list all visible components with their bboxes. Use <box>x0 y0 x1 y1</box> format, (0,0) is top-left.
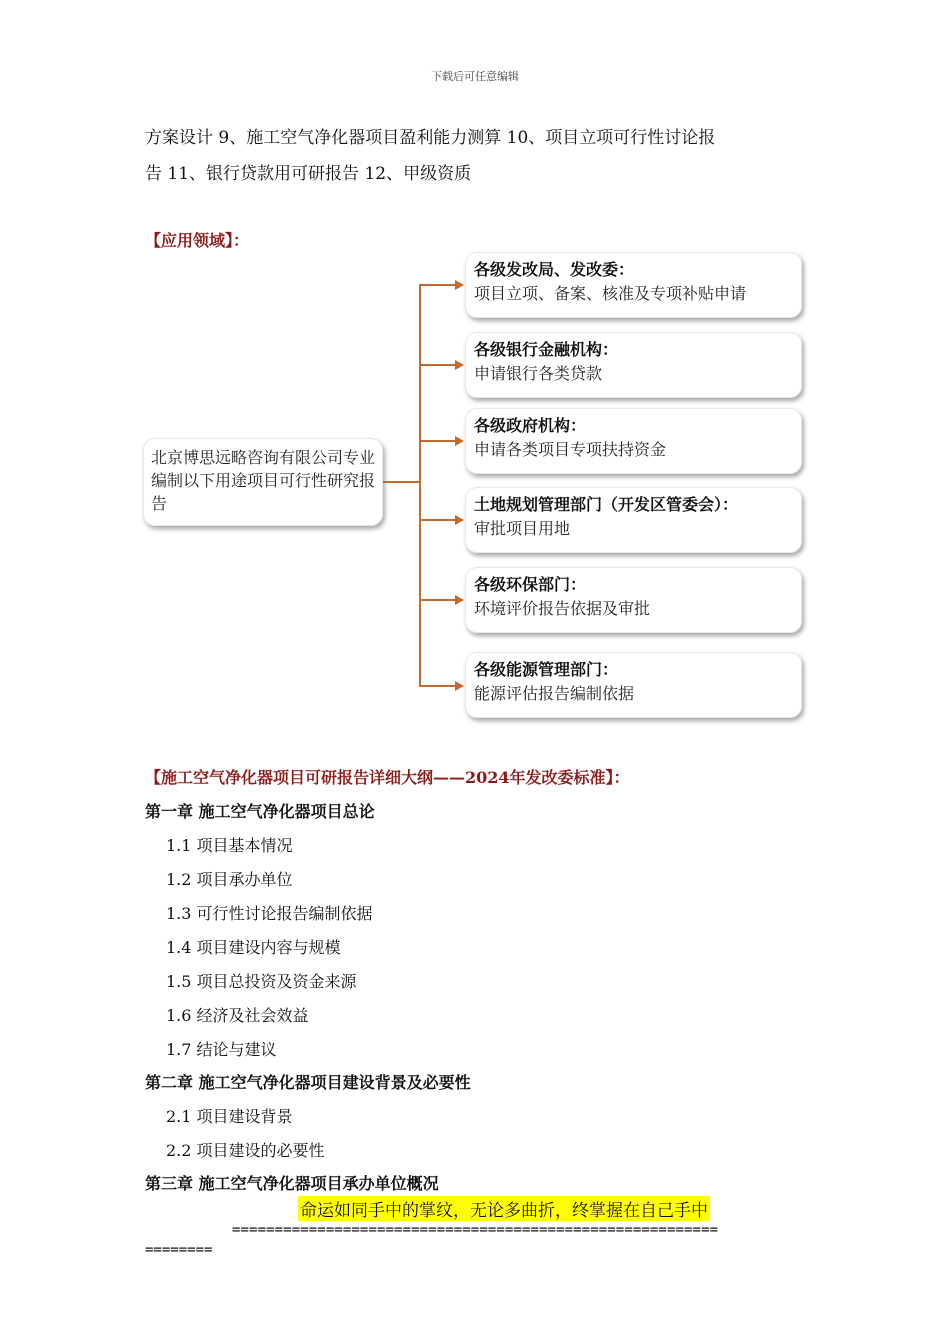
target-desc-4: 审批项目用地 <box>474 519 571 538</box>
outline-item: 1.6 经济及社会效益 <box>166 1006 309 1025</box>
target-title-5: 各级环保部门： <box>474 575 587 594</box>
target-box-4 <box>465 487 802 553</box>
separator-rule: ========================================================= <box>232 1222 719 1238</box>
arrow-2 <box>455 360 464 370</box>
application-title: 【应用领域】： <box>145 231 250 250</box>
connector-trunk <box>419 284 421 687</box>
outline-item: 1.5 项目总投资及资金来源 <box>166 972 357 991</box>
outline-item: 2.1 项目建设背景 <box>166 1107 293 1126</box>
outline-title: 【施工空气净化器项目可研报告详细大纲——2024年发改委标准】： <box>145 768 630 787</box>
connector-branch-3 <box>419 440 455 442</box>
connector-branch-4 <box>419 519 455 521</box>
arrow-5 <box>455 595 464 605</box>
target-desc-2: 申请银行各类贷款 <box>474 364 603 383</box>
header-note: 下载后可任意编辑 <box>431 70 519 83</box>
connector-branch-1 <box>419 284 455 286</box>
intro-paragraph <box>145 120 815 192</box>
target-box-2 <box>465 332 802 398</box>
outline-item: 1.1 项目基本情况 <box>166 836 293 855</box>
arrow-1 <box>455 280 464 290</box>
target-desc-5: 环境评价报告依据及审批 <box>474 599 651 618</box>
motto-highlight: 命运如同手中的掌纹，无论多曲折，终掌握在自己手中 <box>298 1196 710 1221</box>
chapter-3-heading: 第三章 施工空气净化器项目承办单位概况 <box>145 1174 439 1193</box>
target-box-1 <box>465 252 802 318</box>
arrow-3 <box>455 436 464 446</box>
chapter-2-heading: 第二章 施工空气净化器项目建设背景及必要性 <box>145 1073 471 1092</box>
outline-item: 1.4 项目建设内容与规模 <box>166 938 341 957</box>
chapter-1-heading: 第一章 施工空气净化器项目总论 <box>145 802 375 821</box>
separator-rule-continued: ======== <box>145 1242 213 1258</box>
outline-item: 1.7 结论与建议 <box>166 1040 277 1059</box>
target-title-1: 各级发改局、发改委： <box>474 260 635 279</box>
source-box: 北京博思远略咨询有限公司专业编制以下用途项目可行性研究报告 <box>143 438 383 526</box>
target-title-6: 各级能源管理部门： <box>474 660 619 679</box>
outline-item: 1.2 项目承办单位 <box>166 870 293 889</box>
arrow-6 <box>455 681 464 691</box>
connector-stem <box>383 481 420 483</box>
target-box-3 <box>465 408 802 474</box>
target-desc-3: 申请各类项目专项扶持资金 <box>474 440 667 459</box>
connector-branch-5 <box>419 599 455 601</box>
connector-branch-2 <box>419 364 455 366</box>
target-box-6 <box>465 652 802 718</box>
outline-item: 1.3 可行性讨论报告编制依据 <box>166 904 373 923</box>
target-box-5 <box>465 567 802 633</box>
intro-line-2: 告 11、银行贷款用可研报告 12、甲级资质 <box>145 164 472 184</box>
target-title-3: 各级政府机构： <box>474 416 587 435</box>
target-title-4: 土地规划管理部门（开发区管委会）： <box>474 495 739 514</box>
intro-line-1: 方案设计 9、施工空气净化器项目盈利能力测算 10、项目立项可行性讨论报 <box>145 128 716 148</box>
target-desc-6: 能源评估报告编制依据 <box>474 684 635 703</box>
target-title-2: 各级银行金融机构： <box>474 340 619 359</box>
target-desc-1: 项目立项、备案、核准及专项补贴申请 <box>474 284 747 303</box>
outline-item: 2.2 项目建设的必要性 <box>166 1141 325 1160</box>
arrow-4 <box>455 515 464 525</box>
connector-branch-6 <box>419 685 455 687</box>
